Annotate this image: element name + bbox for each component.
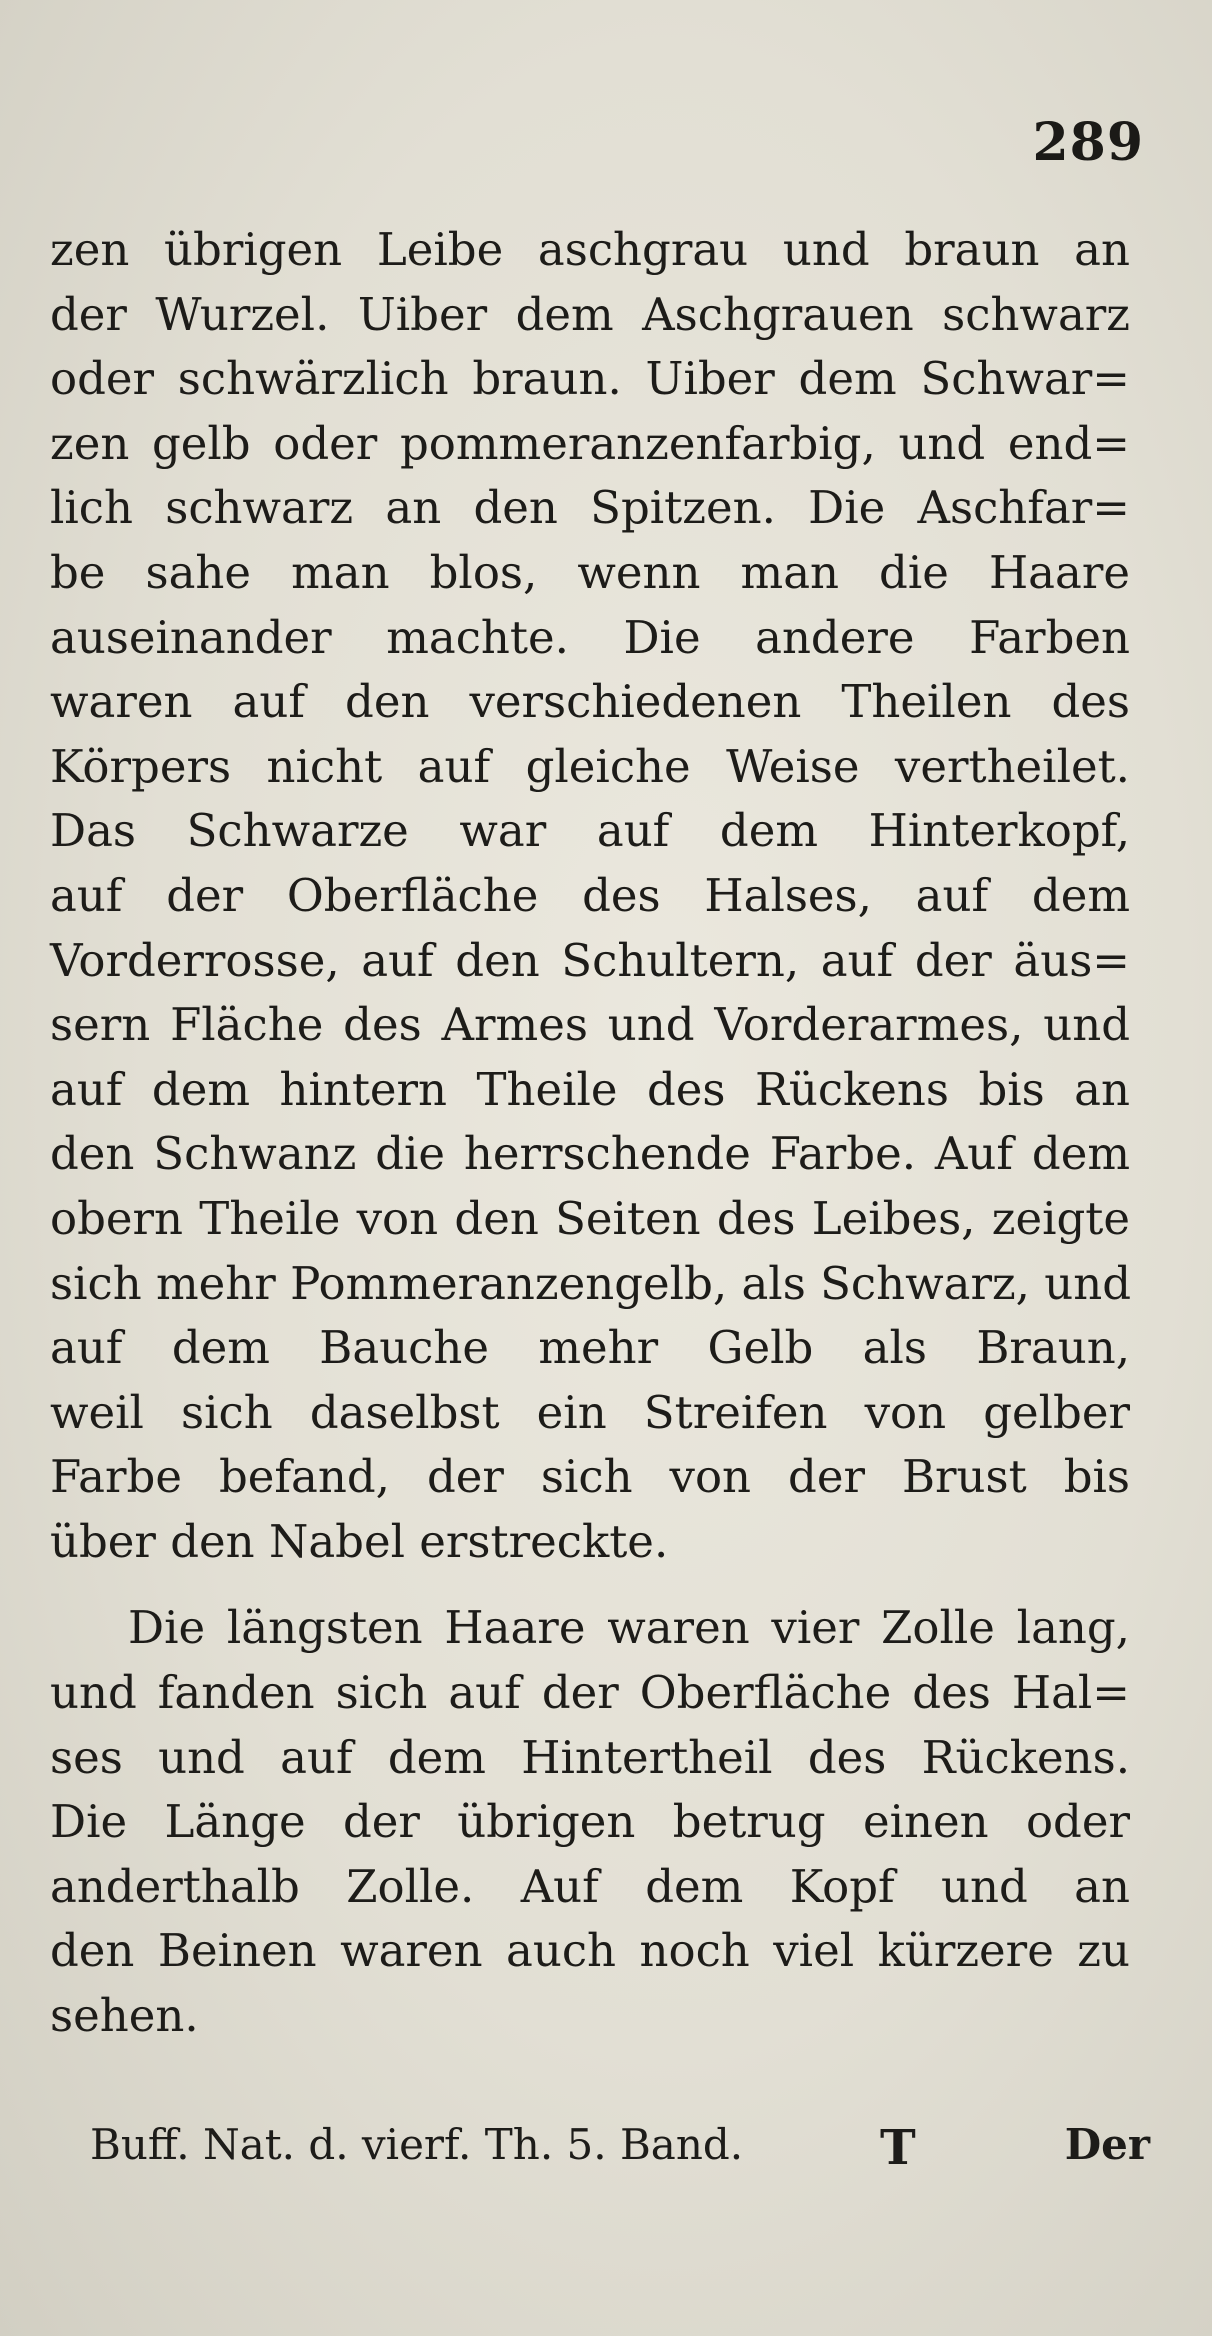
- signature-line: Buff. Nat. d. vierf. Th. 5. Band.: [90, 2120, 744, 2169]
- sheet-mark: T: [880, 2120, 916, 2176]
- text-line: be sahe man blos, wenn man die Haare: [50, 545, 1130, 599]
- text-line: Das Schwarze war auf dem Hinterkopf,: [50, 804, 1130, 858]
- text-line: auf dem Bauche mehr Gelb als Braun,: [50, 1321, 1130, 1375]
- text-line: Vorderrosse, auf den Schultern, auf der äus=: [50, 933, 1130, 987]
- text-line: sehen.: [50, 1989, 199, 2043]
- text-line: Die längsten Haare waren vier Zolle lang,: [128, 1601, 1130, 1655]
- paragraph-1: [50, 218, 1130, 1574]
- text-line: auf der Oberfläche des Halses, auf dem: [50, 868, 1130, 922]
- page-number: 289: [1032, 112, 1144, 173]
- text-line: obern Theile von den Seiten des Leibes, zeigte: [50, 1191, 1130, 1245]
- text-line: den Schwanz die herrschende Farbe. Auf dem: [50, 1127, 1130, 1181]
- text-line: den Beinen waren auch noch viel kürzere zu: [50, 1924, 1130, 1978]
- text-line: anderthalb Zolle. Auf dem Kopf und an: [50, 1859, 1130, 1913]
- text-line: zen übrigen Leibe aschgrau und braun an: [50, 223, 1130, 276]
- text-line: und fanden sich auf der Oberfläche des Hal=: [50, 1666, 1130, 1720]
- text-line: über den Nabel erstreckte.: [50, 1514, 669, 1568]
- text-line: oder schwärzlich braun. Uiber dem Schwar=: [50, 352, 1130, 406]
- body-text: [50, 218, 1130, 2049]
- text-line: waren auf den verschiedenen Theilen des: [50, 675, 1130, 729]
- catchword: Der: [1064, 2120, 1150, 2169]
- text-line: weil sich daselbst ein Streifen von gelber: [50, 1385, 1130, 1439]
- text-line: lich schwarz an den Spitzen. Die Aschfar=: [50, 481, 1130, 535]
- paragraph-2: [50, 1596, 1130, 2048]
- text-line: Körpers nicht auf gleiche Weise vertheilet.: [50, 739, 1130, 793]
- text-line: sern Fläche des Armes und Vorderarmes, und: [50, 998, 1130, 1052]
- paragraph-gap: [50, 1574, 1130, 1596]
- text-line: auf dem hintern Theile des Rückens bis an: [50, 1062, 1130, 1116]
- text-line: Die Länge der übrigen betrug einen oder: [50, 1795, 1130, 1849]
- page-footer: [90, 2120, 1150, 2190]
- text-line: zen gelb oder pommeranzenfarbig, und end=: [50, 416, 1130, 470]
- text-line: sich mehr Pommeranzengelb, als Schwarz, und: [50, 1256, 1132, 1310]
- text-line: Farbe befand, der sich von der Brust bis: [50, 1450, 1130, 1504]
- text-line: der Wurzel. Uiber dem Aschgrauen schwarz: [50, 287, 1130, 341]
- text-line: auseinander machte. Die andere Farben: [50, 610, 1130, 664]
- text-line: ses und auf dem Hintertheil des Rückens.: [50, 1730, 1130, 1784]
